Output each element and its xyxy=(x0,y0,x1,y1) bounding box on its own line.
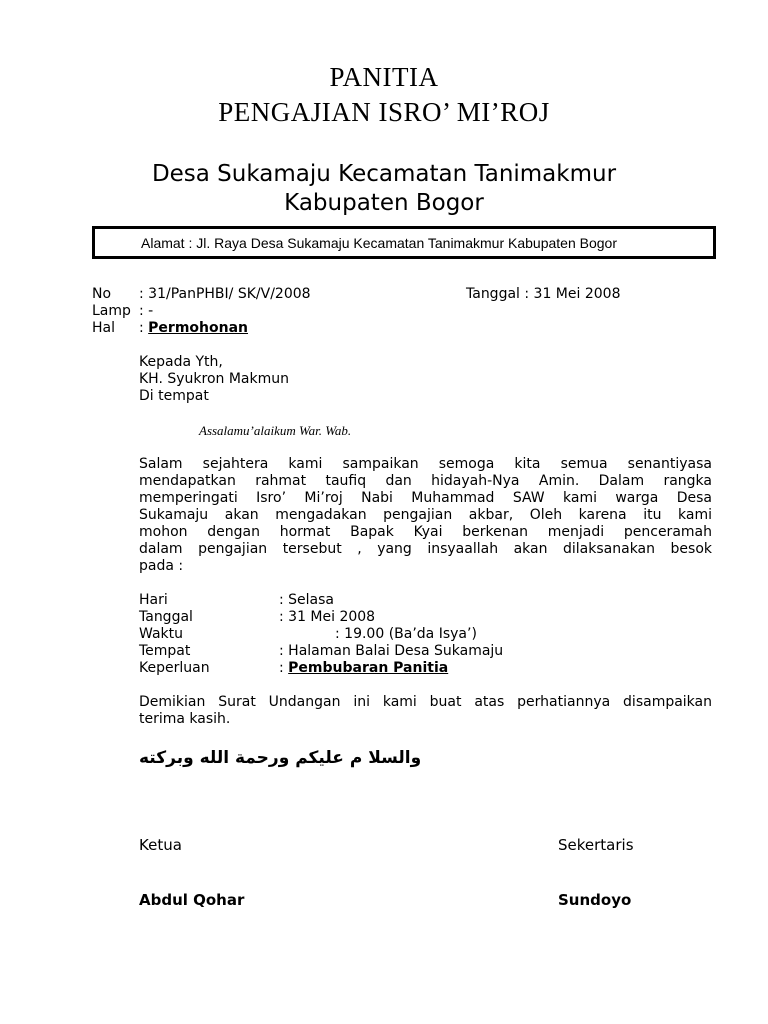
keperluan-row xyxy=(279,660,448,677)
ketua-name: Abdul Qohar xyxy=(139,891,245,909)
letter-date: Tanggal : 31 Mei 2008 xyxy=(466,286,621,302)
waktu-value: : 19.00 (Ba’da Isya’) xyxy=(335,626,477,642)
tempat-value: : Halaman Balai Desa Sukamaju xyxy=(279,643,504,659)
paragraph-line: Salam sejahtera kami sampaikan semoga kita semua senantiyasa xyxy=(139,456,712,472)
village-line: Desa Sukamaju Kecamatan Tanimakmur xyxy=(151,161,617,187)
greeting: Assalamu’alaikum War. Wab. xyxy=(199,423,352,438)
address-text: Alamat : Jl. Raya Desa Sukamaju Kecamatan Tanimakmur Kabupaten Bogor xyxy=(141,235,617,251)
body-paragraph xyxy=(139,456,712,575)
hal-value: Permohonan xyxy=(148,320,249,336)
keperluan-value: Pembubaran Panitia xyxy=(288,660,449,676)
paragraph-line: pada : xyxy=(139,558,184,574)
hal-label: Hal xyxy=(92,320,115,336)
paragraph-line: dalam pengajian tersebut , yang insyaallah akan dilaksanakan besok xyxy=(139,541,712,557)
lamp-label: Lamp xyxy=(92,303,131,319)
regency-line: Kabupaten Bogor xyxy=(284,190,484,216)
closing-line: terima kasih. xyxy=(139,711,231,727)
closing-line: Demikian Surat Undangan ini kami buat atas perhatiannya disampaikan xyxy=(139,694,712,710)
hari-label: Hari xyxy=(139,592,168,608)
address-box xyxy=(92,226,716,259)
lamp-value: : - xyxy=(139,303,154,319)
org-title: PANITIA xyxy=(329,62,439,92)
closing-paragraph xyxy=(139,694,712,728)
paragraph-line: mendapatkan rahmat taufiq dan hidayah-Nya Amin. Dalam rangka xyxy=(139,473,712,489)
tanggal-label: Tanggal xyxy=(139,609,193,625)
recipient-salutation: Kepada Yth, xyxy=(139,354,223,370)
recipient-name: KH. Syukron Makmun xyxy=(139,371,290,387)
paragraph-line: mohon dengan hormat Bapak Kyai berkenan menjadi penceramah xyxy=(139,524,712,540)
tanggal-value: : 31 Mei 2008 xyxy=(279,609,376,625)
hari-value: : Selasa xyxy=(279,592,335,608)
keperluan-label: Keperluan xyxy=(139,660,210,676)
no-value: : 31/PanPHBI/ SK/V/2008 xyxy=(139,286,311,302)
tempat-label: Tempat xyxy=(139,643,191,659)
paragraph-line: memperingati Isro’ Mi’roj Nabi Muhammad SAW kami warga Desa xyxy=(139,490,712,506)
waktu-label: Waktu xyxy=(139,626,183,642)
recipient-place: Di tempat xyxy=(139,388,209,404)
sekretaris-name: Sundoyo xyxy=(558,891,632,909)
no-label: No xyxy=(92,286,112,302)
event-title: PENGAJIAN ISRO’ MI’ROJ xyxy=(218,97,550,127)
sekretaris-label: Sekertaris xyxy=(558,836,634,854)
hal-colon: : xyxy=(139,320,144,336)
arabic-closing: والسلا م عليكم ورحمة الله وبركته xyxy=(139,748,422,768)
paragraph-line: Sukamaju akan mengadakan pengajian akbar, Oleh karena itu kami xyxy=(139,507,712,523)
hal-value-row xyxy=(139,320,248,337)
keperluan-colon: : xyxy=(279,660,284,676)
ketua-label: Ketua xyxy=(139,836,182,854)
